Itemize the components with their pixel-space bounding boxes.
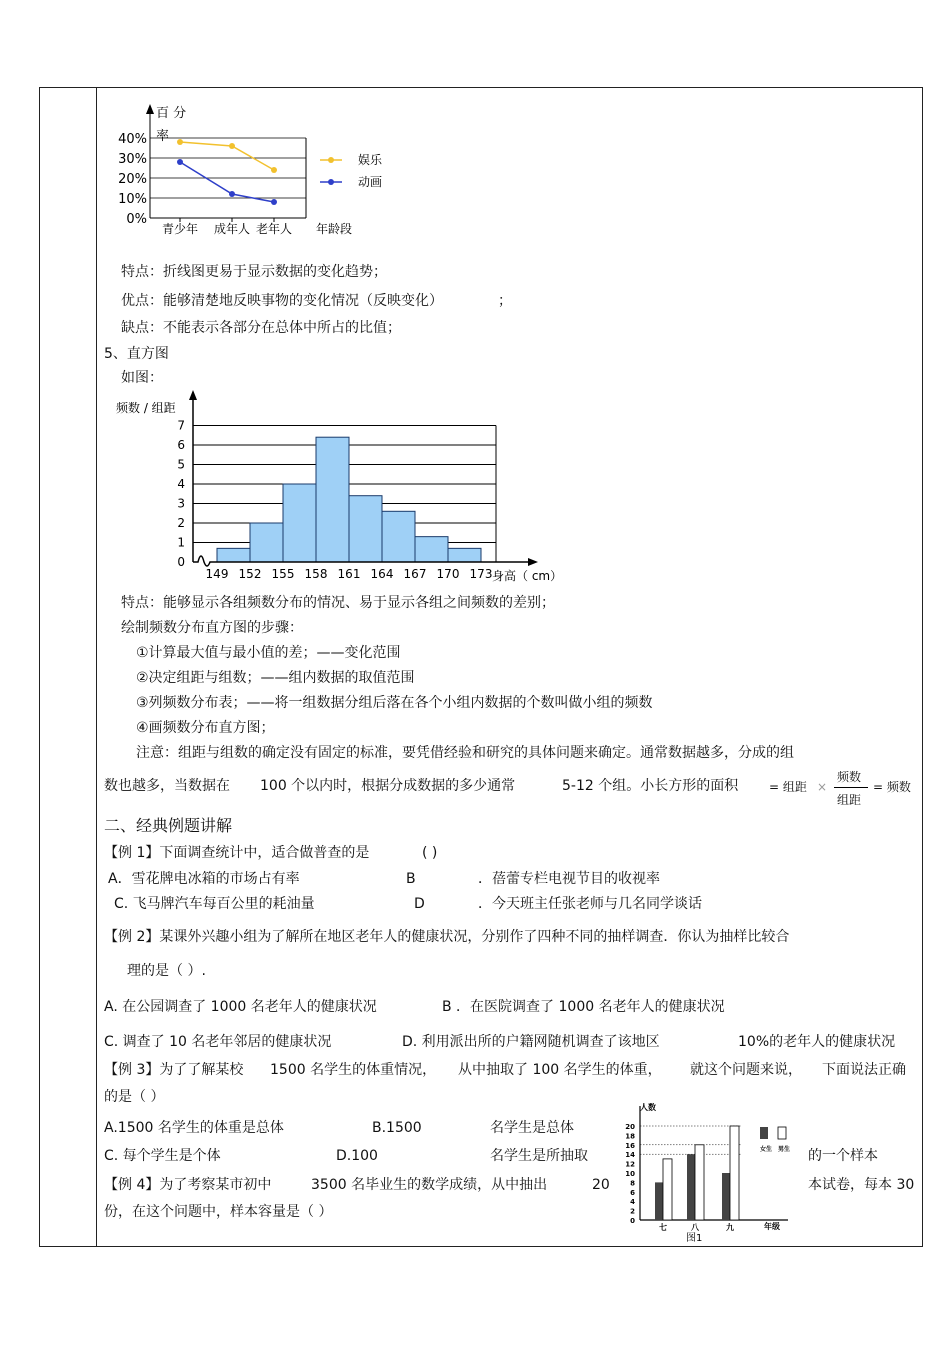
formula-denominator: 组距	[837, 793, 862, 807]
line-y-tick: 10%	[118, 192, 147, 207]
line-point	[229, 191, 235, 197]
hist-x-tick: 164	[370, 567, 394, 581]
ex4-stem-b: 3500 名毕业生的数学成绩，从中抽出	[311, 1177, 548, 1193]
fig1-legend-male: 男生	[778, 1146, 791, 1153]
fig1-y-tick: 2	[630, 1207, 635, 1216]
section5-as-shown: 如图：	[121, 370, 163, 386]
hist-y-tick: 5	[177, 457, 185, 472]
fig1-ylabel: 人数	[640, 1103, 656, 1112]
hist-step-1: ①计算最大值与最小值的差；——变化范围	[136, 645, 401, 661]
section5-title: 5、直方图	[104, 346, 169, 362]
ex3-option-b: B.1500	[372, 1120, 422, 1136]
fig1-y-tick: 20	[625, 1123, 635, 1131]
fig1-legend-male-swatch	[778, 1127, 786, 1139]
fig1-y-tick: 10	[625, 1170, 635, 1178]
line-xlabel: 年龄段	[316, 222, 353, 236]
ex3-option-d3: 的一个样本	[808, 1148, 878, 1164]
ex4-stem-d: 本试卷，每本 30	[808, 1177, 915, 1193]
fig1-bar-male	[695, 1145, 704, 1220]
line-point	[177, 139, 183, 145]
formula-fraction-bar	[834, 787, 868, 788]
hist-x-tick: 170	[436, 567, 460, 581]
line-pro: 优点：能够清楚地反映事物的变化情况（反映变化）	[121, 293, 443, 309]
fig1-xlabel: 年级	[764, 1222, 780, 1231]
ex1-option-c: C. 飞马牌汽车每百公里的耗油量	[114, 896, 315, 912]
ex3-option-d: D.100	[336, 1148, 378, 1164]
ex3-stem2: 的是（ ）	[104, 1089, 165, 1105]
ex1-paren: ( )	[422, 845, 438, 861]
line-x-tick: 青少年	[161, 222, 199, 236]
hist-y-arrow	[189, 390, 197, 400]
line-pro-end: ；	[498, 293, 512, 309]
fig1-x-tick: 九	[726, 1223, 734, 1232]
fig1-caption: 图1	[686, 1233, 703, 1244]
hist-x-tick: 155	[271, 567, 295, 581]
fig1-y-tick: 4	[630, 1198, 635, 1207]
ex1-option-d: ．今天班主任张老师与几名同学谈话	[478, 896, 702, 912]
formula-eq2: = 频数	[873, 780, 911, 794]
hist-step-2: ②决定组距与组数；——组内数据的取值范围	[136, 670, 415, 686]
line-series-2	[180, 162, 274, 202]
ex2-option-d2: 10%的老年人的健康状况	[738, 1034, 896, 1050]
ex3-option-c: C. 每个学生是个体	[104, 1148, 221, 1164]
line-y-tick: 40%	[118, 132, 147, 147]
section2-title: 二、经典例题讲解	[104, 816, 233, 835]
line-chart	[110, 100, 410, 240]
ex1-stem: 【例 1】下面调查统计中，适合做普查的是	[104, 845, 370, 861]
hist-note2-a: 数也越多，当数据在	[104, 778, 230, 794]
hist-y-tick: 7	[177, 418, 185, 433]
hist-bar	[448, 548, 481, 562]
fig1-y-tick: 12	[625, 1160, 635, 1169]
line-y-tick: 0%	[126, 212, 147, 227]
hist-y-tick: 6	[177, 438, 185, 452]
ex4-stem2: 份，在这个问题中，样本容量是（ ）	[104, 1204, 333, 1220]
ex1-option-b: ．蓓蕾专栏电视节目的收视率	[478, 871, 660, 887]
ex3-stem-d: 就这个问题来说，	[690, 1062, 802, 1078]
hist-y-tick: 4	[177, 477, 185, 491]
line-point	[229, 143, 235, 149]
fig1-legend-female-swatch	[760, 1127, 768, 1139]
hist-x-tick: 161	[337, 567, 361, 581]
ex4-stem-a: 【例 4】为了考察某市初中	[104, 1177, 272, 1193]
hist-y-tick: 2	[177, 516, 185, 530]
line-x-tick: 成年人	[213, 222, 251, 236]
hist-x-tick: 167	[403, 567, 427, 581]
hist-step-3: ③列频数分布表；——将一组数据分组后落在各个小组内数据的个数叫做小组的频数	[136, 695, 653, 711]
ex2-option-c: C. 调查了 10 名老年邻居的健康状况	[104, 1034, 332, 1050]
ex2-option-b: B ．在医院调查了 1000 名老年人的健康状况	[442, 999, 725, 1015]
hist-y-tick: 3	[177, 496, 185, 511]
line-ylabel-1: 百 分	[156, 106, 187, 121]
hist-bar	[217, 548, 250, 562]
line-legend-marker	[328, 179, 334, 185]
hist-bar	[250, 523, 283, 562]
ex3-option-b2: 名学生是总体	[490, 1120, 574, 1136]
fig1-y-tick: 14	[625, 1151, 635, 1160]
line-x-tick: 老年人	[255, 222, 293, 236]
ex2-option-a: A. 在公园调查了 1000 名老年人的健康状况	[104, 999, 377, 1015]
ex3-stem-c: 从中抽取了 100 名学生的体重，	[458, 1062, 662, 1078]
hist-x-tick: 152	[238, 567, 262, 581]
fig1-y-tick: 0	[630, 1217, 635, 1225]
formula-times: ×	[817, 780, 828, 794]
hist-note: 注意：组距与组数的确定没有固定的标准，要凭借经验和研究的具体问题来确定。通常数据越多，分成的组	[136, 745, 794, 761]
hist-bar	[382, 511, 415, 562]
hist-steps-title: 绘制频数分布直方图的步骤：	[121, 620, 303, 636]
hist-x-tick: 158	[304, 567, 328, 581]
hist-y-tick: 1	[177, 535, 185, 550]
line-point	[177, 159, 183, 165]
line-legend-marker	[328, 157, 334, 163]
fig1-y-tick: 16	[625, 1141, 635, 1150]
fig1-y-tick: 8	[630, 1179, 635, 1188]
ex3-option-a: A.1500 名学生的体重是总体	[104, 1120, 284, 1136]
ex1-option-a: A．雪花牌电冰箱的市场占有率	[108, 871, 300, 887]
line-ylabel-2: 率	[156, 129, 170, 144]
ex1-option-b-letter: B	[406, 871, 416, 887]
hist-note2-b: 100 个以内时，根据分成数据的多少通常	[260, 778, 516, 794]
fig1-x-tick: 七	[659, 1223, 667, 1232]
column-divider	[96, 87, 97, 1247]
hist-y-tick: 0	[177, 555, 185, 569]
ex3-stem-e: 下面说法正确	[822, 1062, 906, 1078]
hist-bar	[283, 484, 316, 562]
fig1-y-tick: 6	[630, 1188, 635, 1197]
line-y-tick: 30%	[118, 152, 147, 167]
ex4-stem-c: 20	[592, 1177, 610, 1193]
fig1-bar-male	[663, 1159, 672, 1220]
ex2-stem2: 理的是（ ）.	[127, 963, 206, 979]
line-feature: 特点：折线图更易于显示数据的变化趋势；	[121, 264, 387, 280]
formula-eq1: = 组距	[769, 780, 807, 794]
line-legend-label: 动画	[358, 175, 383, 189]
fig1-bar-male	[730, 1126, 739, 1220]
line-y-tick: 20%	[118, 172, 147, 187]
ex3-stem-b: 1500 名学生的体重情况，	[270, 1062, 437, 1078]
ex2-stem: 【例 2】某课外兴趣小组为了解所在地区老年人的健康状况，分别作了四种不同的抽样调查．你认为抽样比较合	[104, 929, 790, 945]
hist-x-tick: 149	[205, 567, 229, 581]
hist-x-tick: 173	[469, 567, 493, 581]
fig1-legend-female: 女生	[760, 1146, 773, 1153]
line-series-1	[180, 142, 274, 170]
fig1-bar-female	[687, 1154, 695, 1220]
ex3-option-d2: 名学生是所抽取	[490, 1148, 588, 1164]
ex1-option-d-letter: D	[414, 896, 425, 912]
line-point	[271, 167, 277, 173]
figure1-bar-chart	[618, 1102, 798, 1244]
fig1-y-tick: 18	[625, 1132, 635, 1141]
hist-xlabel: 身高（ cm）	[492, 569, 563, 583]
hist-step-4: ④画频数分布直方图；	[136, 720, 275, 736]
fig1-bar-female	[722, 1173, 730, 1220]
ex3-stem-a: 【例 3】为了了解某校	[104, 1062, 244, 1078]
hist-x-arrow	[528, 558, 538, 566]
histogram-chart	[110, 390, 570, 590]
hist-feature: 特点：能够显示各组频数分布的情况、易于显示各组之间频数的差别；	[121, 595, 555, 611]
line-point	[271, 199, 277, 205]
hist-bar	[349, 496, 382, 562]
hist-note2-c: 5-12 个组。小长方形的面积	[562, 778, 739, 794]
fig1-x-tick: 八	[691, 1223, 699, 1232]
line-legend-label: 娱乐	[358, 153, 383, 167]
ex2-option-d: D. 利用派出所的户籍网随机调查了该地区	[402, 1034, 660, 1050]
line-con: 缺点：不能表示各部分在总体中所占的比值；	[121, 320, 401, 336]
hist-ylabel: 频数 / 组距	[116, 401, 176, 415]
line-y-arrow	[146, 104, 154, 114]
hist-bar	[415, 537, 448, 562]
formula-numerator: 频数	[837, 770, 862, 784]
hist-bar	[316, 437, 349, 562]
fig1-bar-female	[655, 1182, 663, 1220]
